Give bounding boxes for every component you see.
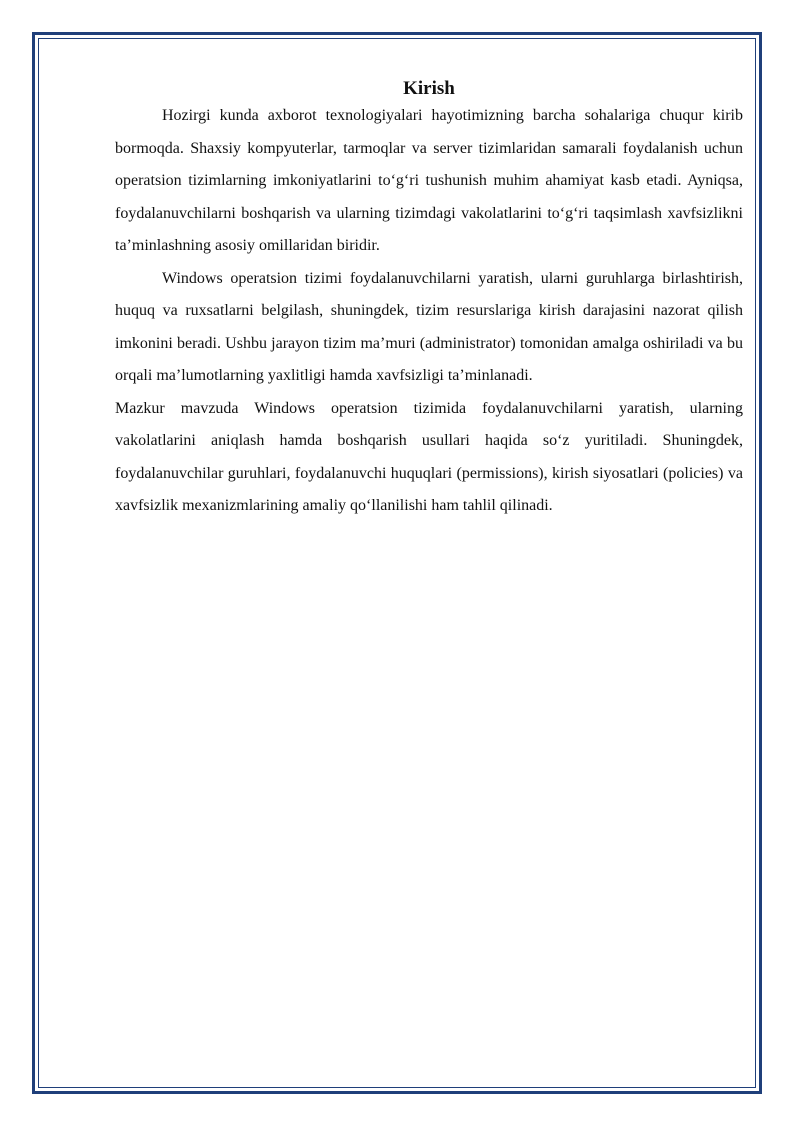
paragraph-1: Hozirgi kunda axborot texnologiyalari hayotimizning barcha sohalariga chuqur kirib bormoqda. Shaxsiy kompyuterlar, tarmoqlar va server tizimlaridan samarali foydalanish uchun operatsion tizimlarning imkoniyatlarini to‘g‘ri tushunish muhim ahamiyat kasb etadi. Ayniqsa, foydalanuvchilarni boshqarish va ularning tizimdagi vakolatlarini to‘g‘ri taqsimlash xavfsizlikni ta’minlashning asosiy omillaridan biridir.	[115, 107, 743, 254]
section-title: Kirish	[403, 78, 455, 99]
paragraph-2: Windows operatsion tizimi foydalanuvchilarni yaratish, ularni guruhlarga birlashtirish, huquq va ruxsatlarni belgilash, shuningdek, tizim resurslariga kirish darajasini nazorat qilish imkonini beradi. Ushbu jarayon tizim ma’muri (administrator) tomonidan amalga oshiriladi va bu orqali ma’lumotlarning yaxlitligi hamda xavfsizligi ta’minlanadi.	[115, 269, 743, 384]
document-body	[115, 78, 743, 523]
paragraph-3: Mazkur mavzuda Windows operatsion tizimida foydalanuvchilarni yaratish, ularning vakolatlarini aniqlash hamda boshqarish usullari haqida so‘z yuritiladi. Shuningdek, foydalanuvchilar guruhlari, foydalanuvchi huquqlari (permissions), kirish siyosatlari (policies) va xavfsizlik mexanizmlarining amaliy qo‘llanilishi ham tahlil qilinadi.	[115, 399, 743, 514]
